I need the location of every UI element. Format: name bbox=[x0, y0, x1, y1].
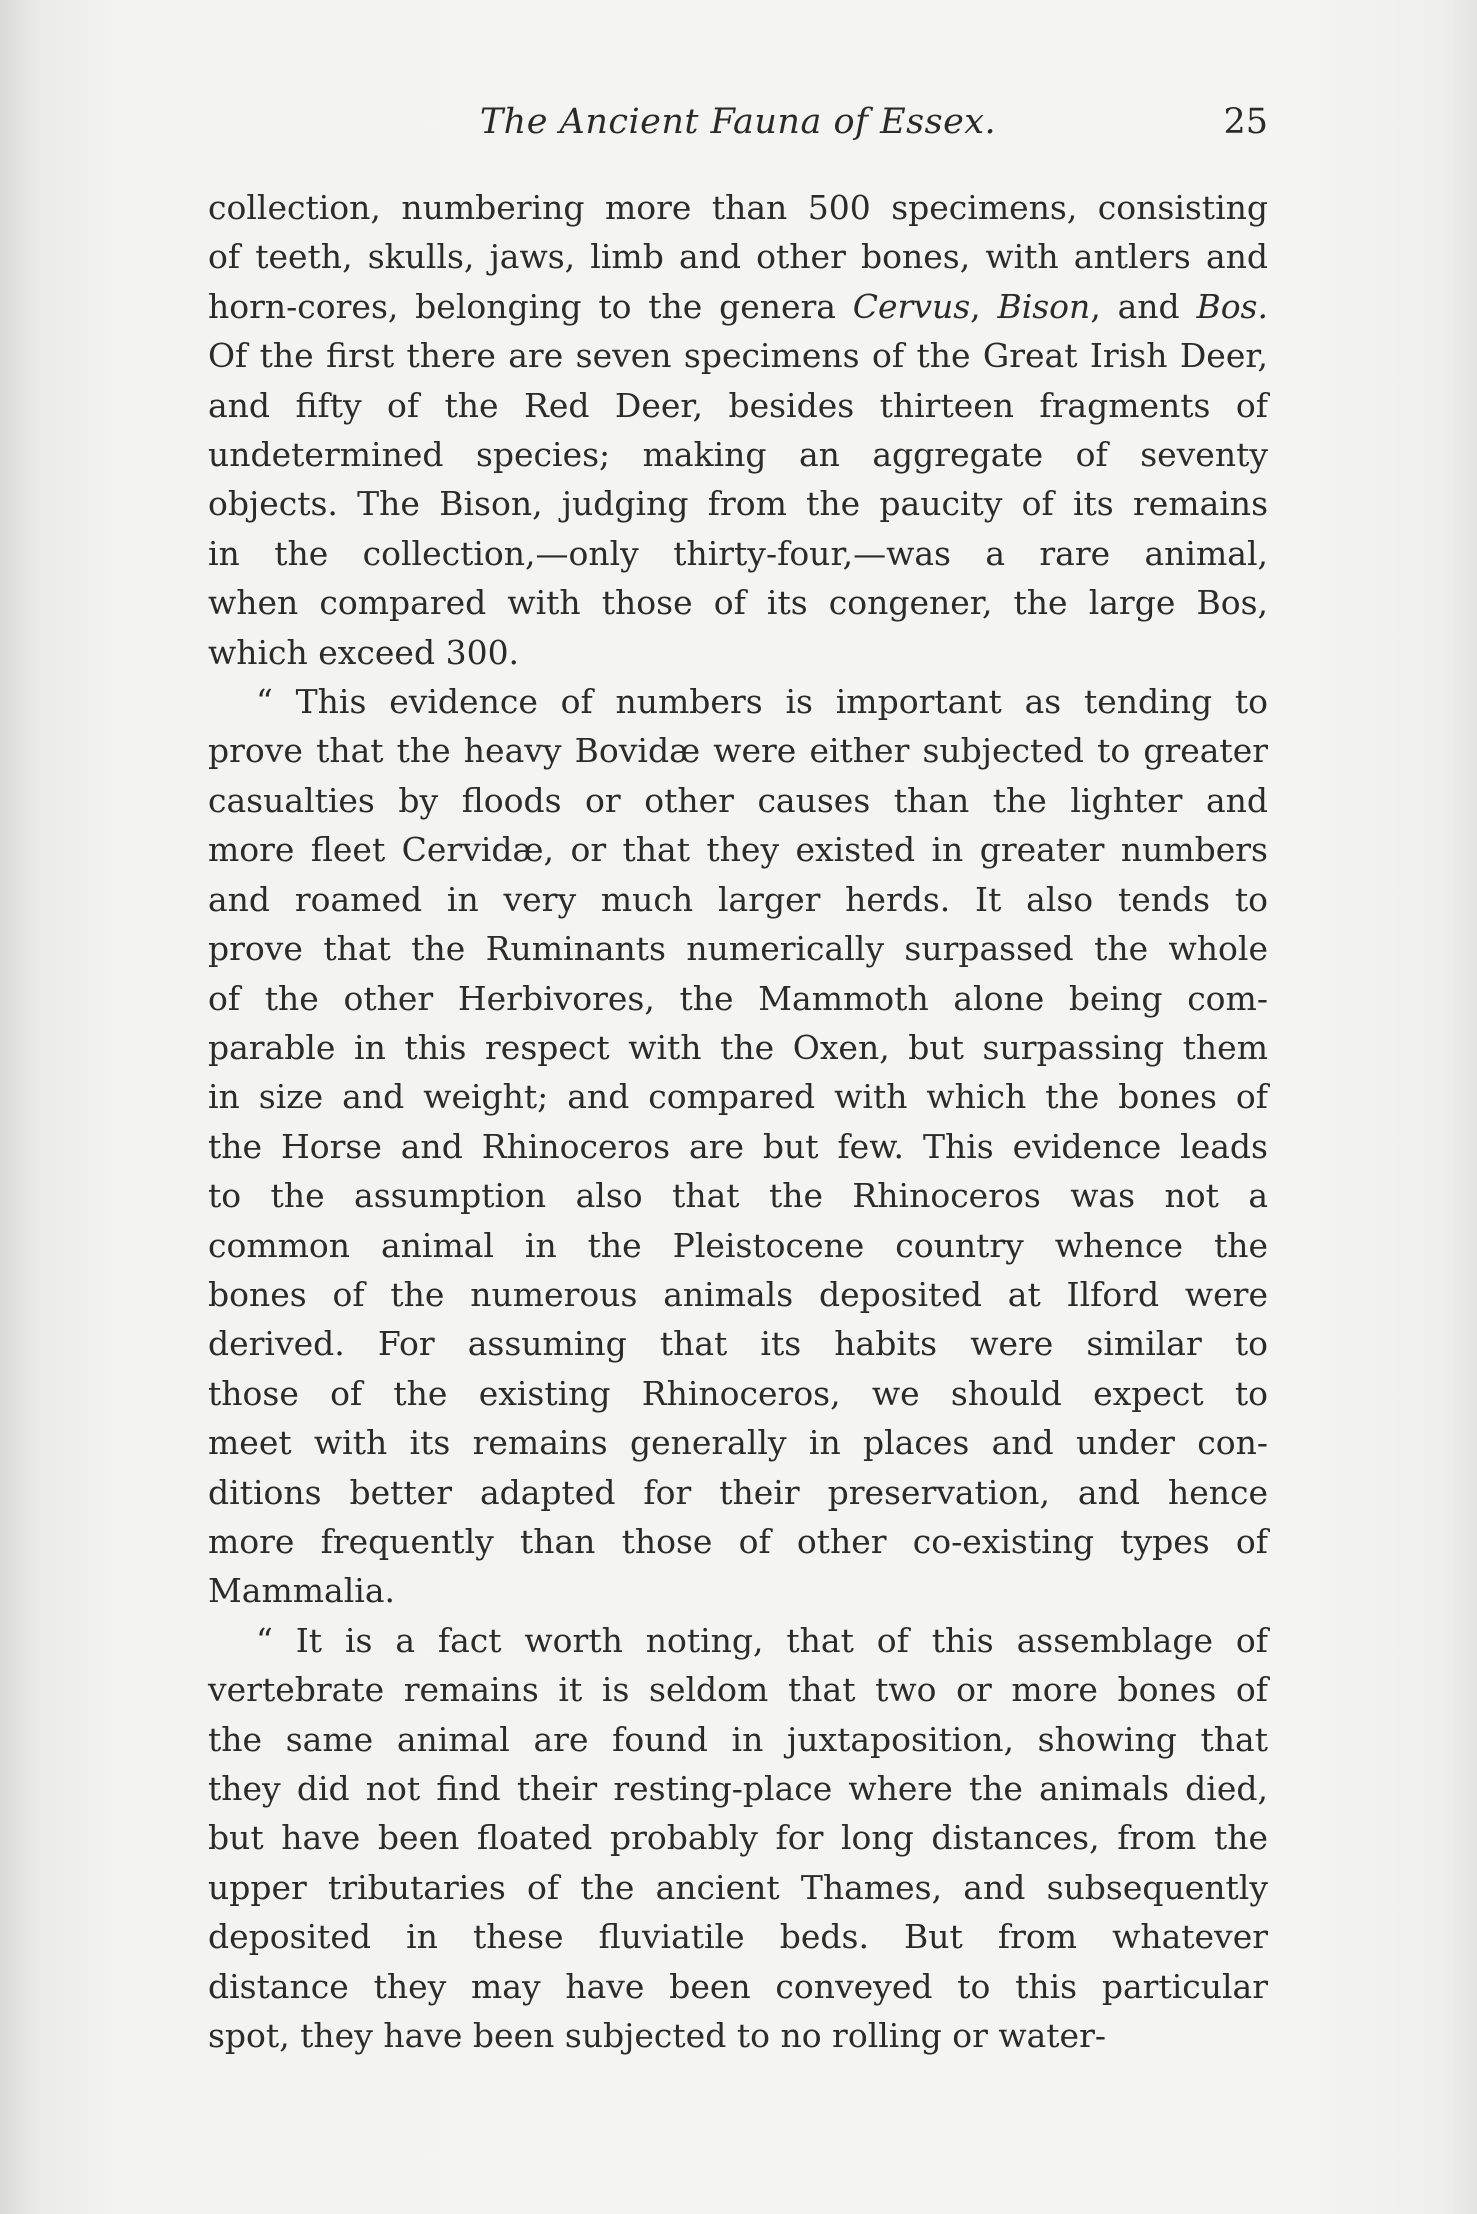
text-line: ditions better adapted for their preservation, and hence bbox=[208, 1472, 1268, 1512]
text-line: but have been floated probably for long distances, from the bbox=[208, 1818, 1268, 1858]
text-line: of teeth, skulls, jaws, limb and other bones, with antlers and bbox=[208, 237, 1268, 277]
paragraph bbox=[208, 1616, 1268, 2061]
text-line: and fifty of the Red Deer, besides thirteen fragments of bbox=[208, 385, 1268, 425]
text-line: to the assumption also that the Rhinoceros was not a bbox=[208, 1176, 1268, 1216]
text-line: more fleet Cervidæ, or that they existed in greater numbers bbox=[208, 830, 1268, 870]
italic-genus-name: Bos. bbox=[1196, 286, 1268, 326]
text-line: vertebrate remains it is seldom that two or more bones of bbox=[208, 1670, 1268, 1710]
text-line: parable in this respect with the Oxen, but surpassing them bbox=[208, 1027, 1268, 1067]
body-text bbox=[208, 183, 1268, 2060]
text-line: deposited in these fluviatile beds. But from whatever bbox=[208, 1917, 1268, 1957]
running-title: The Ancient Fauna of Essex. bbox=[479, 102, 997, 142]
text-line: casualties by floods or other causes than the lighter and bbox=[208, 780, 1268, 820]
text-line: bones of the numerous animals deposited at Ilford were bbox=[208, 1274, 1268, 1314]
text-line: prove that the Ruminants numerically surpassed the whole bbox=[208, 929, 1268, 969]
text-line: horn-cores, belonging to the genera Cervus, Bison, and Bos. bbox=[208, 286, 1268, 326]
text-line: those of the existing Rhinoceros, we should expect to bbox=[208, 1373, 1268, 1413]
text-line: when compared with those of its congener, the large Bos, bbox=[208, 583, 1268, 623]
text-line: in the collection,—only thirty-four,—was a rare animal, bbox=[208, 533, 1268, 573]
page-number: 25 bbox=[1223, 102, 1268, 142]
text-line: more frequently than those of other co-existing types of bbox=[208, 1521, 1268, 1561]
text-line: meet with its remains generally in places and under con- bbox=[208, 1423, 1268, 1463]
page-header bbox=[208, 102, 1268, 152]
text-line: common animal in the Pleistocene country whence the bbox=[208, 1225, 1268, 1265]
text-line: prove that the heavy Bovidæ were either subjected to greater bbox=[208, 731, 1268, 771]
text-line: which exceed 300. bbox=[208, 632, 520, 672]
text-line: in size and weight; and compared with which the bones of bbox=[208, 1077, 1268, 1117]
text-line: distance they may have been conveyed to this particular bbox=[208, 1966, 1268, 2006]
text-line: and roamed in very much larger herds. It also tends to bbox=[208, 879, 1268, 919]
text-line: undetermined species; making an aggregate of seventy bbox=[208, 435, 1268, 475]
text-line: the same animal are found in juxtaposition, showing that bbox=[208, 1719, 1268, 1759]
text-line: objects. The Bison, judging from the paucity of its remains bbox=[208, 484, 1268, 524]
text-line: “ It is a fact worth noting, that of this assemblage of bbox=[256, 1620, 1268, 1660]
text-line: of the other Herbivores, the Mammoth alone being com- bbox=[208, 978, 1268, 1018]
text-line: upper tributaries of the ancient Thames, and subsequently bbox=[208, 1867, 1268, 1907]
text-line: collection, numbering more than 500 specimens, consisting bbox=[208, 188, 1268, 227]
text-line: “ This evidence of numbers is important as tending to bbox=[256, 682, 1268, 722]
text-line: spot, they have been subjected to no rolling or water- bbox=[208, 2016, 1106, 2056]
text-line: Mammalia. bbox=[208, 1571, 395, 1611]
paragraph bbox=[208, 677, 1268, 1616]
text-line: derived. For assuming that its habits were similar to bbox=[208, 1324, 1268, 1364]
text-line: Of the first there are seven specimens of the Great Irish Deer, bbox=[208, 336, 1268, 376]
italic-genus-name: Bison bbox=[997, 286, 1091, 326]
text-line: they did not find their resting-place where the animals died, bbox=[208, 1769, 1268, 1808]
paragraph bbox=[208, 183, 1268, 677]
text-line: the Horse and Rhinoceros are but few. This evidence leads bbox=[208, 1126, 1268, 1166]
italic-genus-name: Cervus bbox=[852, 286, 971, 326]
